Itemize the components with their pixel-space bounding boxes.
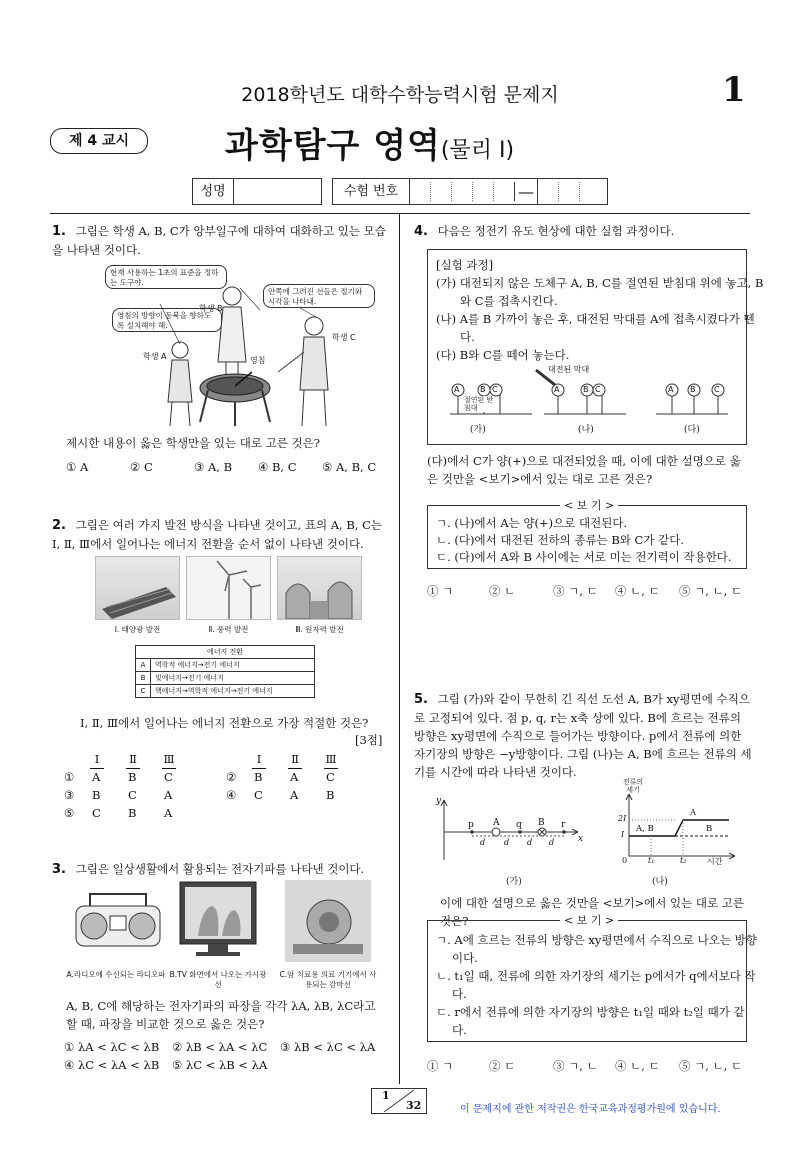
q5-bogi-box [427, 914, 757, 1042]
subject-sub: (물리 I) [440, 138, 515, 163]
q3-caption-b: B.TV 화면에서 나오는 가시광선 [169, 970, 267, 989]
q5-graph-tick-t1: t₁ [648, 856, 655, 865]
q1-stem-text: 그림은 학생 A, B, C가 앙부일구에 대하여 대화하고 있는 모습을 나타낸 것이다. [52, 224, 386, 257]
q3-option-2[interactable]: ② λB < λA < λC [172, 1040, 268, 1054]
q2-number: 2. [52, 518, 66, 533]
q5-d: d [527, 838, 533, 847]
q2-opt-val: A [164, 788, 173, 802]
q4-option-5[interactable]: ⑤ ㄱ, ㄴ, ㄷ [679, 584, 743, 598]
q4-proc-1: (가) 대전되지 않은 도체구 A, B, C를 절연된 받침대 위에 놓고, B와 C를 접촉시킨다. [436, 276, 764, 308]
q3-question: A, B, C에 해당하는 전자기파의 파장을 각각 λA, λB, λC라고 할 때, 파장을 비교한 것으로 옳은 것은? [66, 999, 376, 1031]
q2-nuclear-photo [277, 556, 362, 620]
q5-graph-label-ab: A, B [636, 824, 654, 834]
q5-graph-tick-0: 0 [622, 856, 628, 865]
q2-row-key: C [136, 685, 151, 698]
q4-ball-label: A [554, 385, 560, 394]
q3-option-3[interactable]: ③ λB < λC < λA [280, 1040, 376, 1054]
q1-option-2[interactable]: ② C [130, 460, 153, 474]
q4-bogi-1: ㄱ. (나)에서 A는 양(+)으로 대전된다. [436, 516, 628, 530]
q4-stand-label: 절연된 받침대 [464, 396, 494, 412]
q3-tv-image [172, 878, 264, 964]
exam-digit-cell[interactable] [494, 182, 515, 201]
q3-stem [52, 860, 387, 879]
q4-ball-label: B [480, 385, 486, 394]
q1-bubble-c: 안쪽에 그려진 선들은 절기와 시각을 나타내. [263, 284, 375, 308]
q2-wind-photo [186, 556, 271, 620]
q4-proc-title: [실험 과정] [436, 258, 494, 272]
q2-caption-3: Ⅲ. 원자력 발전 [295, 625, 344, 634]
q3-radio-image [70, 884, 165, 962]
page-current: 1 [382, 1089, 390, 1102]
q4-proc-3: (다) B와 C를 떼어 놓는다. [436, 348, 570, 362]
q2-colhead: Ⅱ [126, 750, 140, 769]
q5-graph-label-b: B [706, 824, 713, 834]
name-field[interactable] [233, 179, 321, 204]
q4-number: 4. [414, 224, 428, 239]
subject-title [225, 118, 514, 167]
q2-opt-val: B [128, 770, 137, 784]
exam-digit-cell[interactable] [538, 182, 559, 201]
q1-label-needle: 영침 [250, 356, 266, 365]
q4-stem [414, 222, 754, 241]
q5-axis-y: y [436, 796, 442, 806]
q1-options [66, 458, 396, 476]
exam-digit-cell[interactable] [559, 182, 580, 201]
q2-opt-val: A [290, 770, 299, 784]
exam-digit-cell[interactable] [431, 182, 452, 201]
q1-bubble-b: 현재 사용하는 1초의 표준을 정하는 도구야. [105, 265, 227, 289]
q2-solar-photo [95, 556, 180, 620]
subject-main: 과학탐구 영역 [225, 126, 441, 166]
q2-opt-num: ④ [226, 788, 237, 802]
q4-ball-label: B [583, 385, 589, 394]
q5-bogi-1: ㄱ. A에 흐르는 전류의 방향은 xy평면에서 수직으로 나오는 방향이다. [436, 933, 757, 965]
q5-graph-tick-2i: 2I [618, 814, 627, 823]
q2-opt-val: B [128, 806, 137, 820]
page-indicator [371, 1088, 427, 1114]
q4-fig-label-c: (다) [684, 425, 700, 435]
copyright-notice: 이 문제지에 관한 저작권은 한국교육과정평가원에 있습니다. [460, 1104, 721, 1115]
q4-option-1[interactable]: ① ㄱ [427, 584, 454, 598]
q4-option-4[interactable]: ④ ㄴ, ㄷ [615, 584, 660, 598]
q2-table-header: 에너지 전환 [136, 646, 315, 659]
q3-option-1[interactable]: ① λA < λC < λB [64, 1040, 160, 1054]
q5-axis-x: x [578, 834, 584, 844]
q2-opt-val: C [326, 770, 335, 784]
q2-opt-num: ② [226, 770, 237, 784]
q5-stem [414, 690, 752, 781]
q2-caption-1: Ⅰ. 태양광 발전 [114, 625, 161, 634]
header-rule [50, 213, 750, 214]
q2-opt-num: ⑤ [64, 806, 75, 820]
exam-digit-cell[interactable] [410, 182, 431, 201]
q1-question: 제시한 내용이 옳은 학생만을 있는 대로 고른 것은? [66, 436, 320, 450]
exam-number-box [332, 178, 608, 205]
q2-stem-text: 그림은 여러 가지 발전 방식을 나타낸 것이고, 표의 A, B, C는 Ⅰ, Ⅱ, Ⅲ에서 일어나는 에너지 전환을 순서 없이 나타낸 것이다. [52, 518, 383, 551]
q5-graph [615, 790, 745, 866]
q2-stem [52, 516, 387, 553]
q2-colhead: Ⅰ [90, 750, 104, 769]
q2-opt-val: A [92, 770, 101, 784]
exam-title: 2018학년도 대학수학능력시험 문제지 [241, 84, 559, 106]
exam-digit-cell[interactable] [580, 182, 600, 201]
q1-figure [100, 262, 375, 428]
q2-option-2[interactable] [226, 768, 356, 786]
table-row [136, 685, 315, 698]
exam-digit-cell[interactable] [473, 182, 494, 201]
q5-pt-a: A [493, 818, 500, 828]
q4-bogi-title: < 보 기 > [560, 497, 618, 513]
period-badge: 제 4 교시 [50, 128, 148, 154]
q2-opt-val: A [290, 788, 299, 802]
q4-option-2[interactable]: ② ㄴ [489, 584, 516, 598]
q4-procedure-box [427, 249, 764, 445]
q4-ball-label: B [690, 385, 696, 394]
q5-number: 5. [414, 692, 428, 707]
q5-question: 이에 대한 설명으로 옳은 것만을 <보기>에서 있는 대로 고른 것은? [440, 896, 745, 928]
q5-fig-label-b: (나) [652, 877, 668, 887]
q2-opt-val: B [326, 788, 335, 802]
q4-ball-label: C [492, 385, 498, 394]
q2-row-key: A [136, 659, 151, 672]
q5-option-3[interactable]: ③ ㄱ, ㄴ [553, 1059, 598, 1073]
q5-options [427, 1057, 757, 1075]
q5-graph-tick-t2: t₂ [680, 856, 687, 865]
q4-rod-label: 대전된 막대 [548, 365, 590, 374]
q1-option-1[interactable]: ① A [66, 460, 89, 474]
q5-figure-a [428, 796, 598, 868]
q5-d: d [504, 838, 510, 847]
q2-opt-num: ③ [64, 788, 75, 802]
q4-fig-label-b: (나) [578, 425, 594, 435]
q5-pt-b: B [538, 818, 545, 828]
q4-ball-label: C [595, 385, 601, 394]
exam-digit-cell[interactable] [452, 182, 473, 201]
q2-opt-val: C [164, 770, 173, 784]
exam-dash: — [515, 179, 538, 204]
q5-stem-text: 그림 (가)와 같이 무한히 긴 직선 도선 A, B가 xy평면에 수직으로 고정되어 있다. 점 p, q, r는 x축 상에 있다. B에 흐르는 전류의 방향은 xy평면에 수직으로 들어가는 방향이다. p에서 전류에 의한 자기장의 방향은 −y방향이다. 그림 (나)는 A, B에 흐르는 전류의 세기를 시간에 따라 나타낸 것이다. [414, 692, 752, 779]
q2-colhead: Ⅲ [162, 750, 176, 769]
q1-option-3[interactable]: ③ A, B [194, 460, 233, 474]
q5-bogi-2: ㄴ. t₁일 때, 전류에 의한 자기장의 세기는 p에서가 q에서보다 작다. [436, 969, 756, 1001]
q4-ball-label: C [714, 385, 720, 394]
q1-label-a: 학생 A [143, 352, 167, 361]
q5-d: d [549, 838, 555, 847]
q5-graph-tick-i: I [621, 830, 625, 839]
q5-d: d [480, 838, 486, 847]
q3-number: 3. [52, 862, 66, 877]
q2-opt-num: ① [64, 770, 75, 784]
q2-colhead: Ⅲ [324, 750, 338, 769]
column-divider [399, 214, 400, 1084]
q4-bogi-box [427, 499, 747, 569]
q2-question: Ⅰ, Ⅱ, Ⅲ에서 일어나는 에너지 전환으로 가장 적절한 것은? [80, 716, 369, 730]
q2-answers [64, 750, 384, 822]
q1-number: 1. [52, 224, 66, 239]
q2-row-val: 빛에너지→전기 에너지 [151, 672, 315, 685]
q2-option-5[interactable] [64, 804, 194, 822]
q2-opt-val: B [254, 770, 263, 784]
q2-row-val: 핵에너지→역학적 에너지→전기 에너지 [151, 685, 315, 698]
q5-graph-label-a: A [690, 808, 697, 818]
q5-bogi-title: < 보 기 > [560, 912, 618, 928]
q4-bogi-2: ㄴ. (다)에서 대전된 전하의 종류는 B와 C가 같다. [436, 533, 684, 547]
q1-illustration [100, 262, 375, 428]
q1-bubble-a: 영침의 방향이 동북을 향하도록 설치해야 해. [112, 308, 222, 332]
q5-option-5[interactable]: ⑤ ㄱ, ㄴ, ㄷ [679, 1059, 743, 1073]
q4-option-3[interactable]: ③ ㄱ, ㄷ [553, 584, 598, 598]
q4-fig-label-a: (가) [470, 425, 486, 435]
q3-caption-c: C.암 치료용 의료 기기에서 사용되는 감마선 [279, 970, 377, 989]
q2-option-3[interactable] [64, 786, 194, 804]
q4-ball-label: A [454, 385, 460, 394]
q2-option-1[interactable] [64, 768, 194, 786]
q4-stem-text: 다음은 정전기 유도 현상에 대한 실험 과정이다. [437, 224, 675, 238]
q3-caption-a: A.라디오에 수신되는 라디오파 [66, 970, 166, 979]
q3-stem-text: 그림은 일상생활에서 활용되는 전자기파를 나타낸 것이다. [75, 862, 365, 876]
q4-question: (다)에서 C가 양(+)으로 대전되었을 때, 이에 대한 설명으로 옳은 것만을 <보기>에서 있는 대로 고른 것은? [427, 454, 741, 486]
q3-options [64, 1038, 394, 1074]
q5-bogi-3: ㄷ. r에서 전류에 의한 자기장의 방향은 t₁일 때와 t₂일 때가 같다. [436, 1005, 745, 1037]
q5-pt-q: q [516, 820, 522, 830]
table-row [136, 672, 315, 685]
q2-opt-val: C [128, 788, 137, 802]
q1-label-c: 학생 C [332, 333, 356, 342]
q5-fig-label-a: (가) [506, 877, 522, 887]
q2-colhead: Ⅱ [288, 750, 302, 769]
q2-opt-val: B [92, 788, 101, 802]
q2-points: [3점] [355, 733, 383, 747]
q2-row-key: B [136, 672, 151, 685]
page-total: 32 [406, 1099, 422, 1112]
q1-option-5[interactable]: ⑤ A, B, C [322, 460, 377, 474]
q2-caption-2: Ⅱ. 풍력 발전 [208, 625, 249, 634]
q5-graph-xlabel: 시간 [707, 857, 723, 866]
q2-opt-val: C [254, 788, 263, 802]
q2-opt-val: C [92, 806, 101, 820]
q3-option-4[interactable]: ④ λC < λA < λB [64, 1058, 160, 1072]
q3-medical-image [283, 878, 373, 964]
q4-bogi-3: ㄷ. (다)에서 A와 B 사이에는 서로 미는 전기력이 작용한다. [436, 550, 732, 564]
q5-option-1[interactable]: ① ㄱ [427, 1059, 454, 1073]
name-label: 성명 [193, 179, 234, 204]
page-number: 1 [722, 70, 746, 110]
q4-options [427, 582, 757, 600]
q3-option-5[interactable]: ⑤ λC < λB < λA [172, 1058, 268, 1072]
q4-proc-2: (나) A를 B 가까이 놓은 후, 대전된 막대를 A에 접촉시켰다가 뗀다. [436, 312, 755, 344]
exam-number-label: 수험 번호 [333, 179, 410, 204]
q2-energy-table [135, 645, 315, 698]
table-row [136, 659, 315, 672]
q1-stem [52, 222, 387, 259]
q5-option-4[interactable]: ④ ㄴ, ㄷ [615, 1059, 660, 1073]
q5-pt-p: p [468, 820, 474, 830]
q5-pt-r: r [561, 820, 566, 830]
q1-label-b: 학생 B [199, 304, 223, 313]
q5-option-2[interactable]: ② ㄷ [489, 1059, 516, 1073]
q2-row-val: 역학적 에너지→전기 에너지 [151, 659, 315, 672]
q5-graph-ylabel: 전류의 세기 [622, 778, 644, 794]
q2-opt-val: A [164, 806, 173, 820]
q2-colhead: Ⅰ [252, 750, 266, 769]
q1-option-4[interactable]: ④ B, C [258, 460, 297, 474]
q2-option-4[interactable] [226, 786, 356, 804]
q4-ball-label: A [668, 385, 674, 394]
